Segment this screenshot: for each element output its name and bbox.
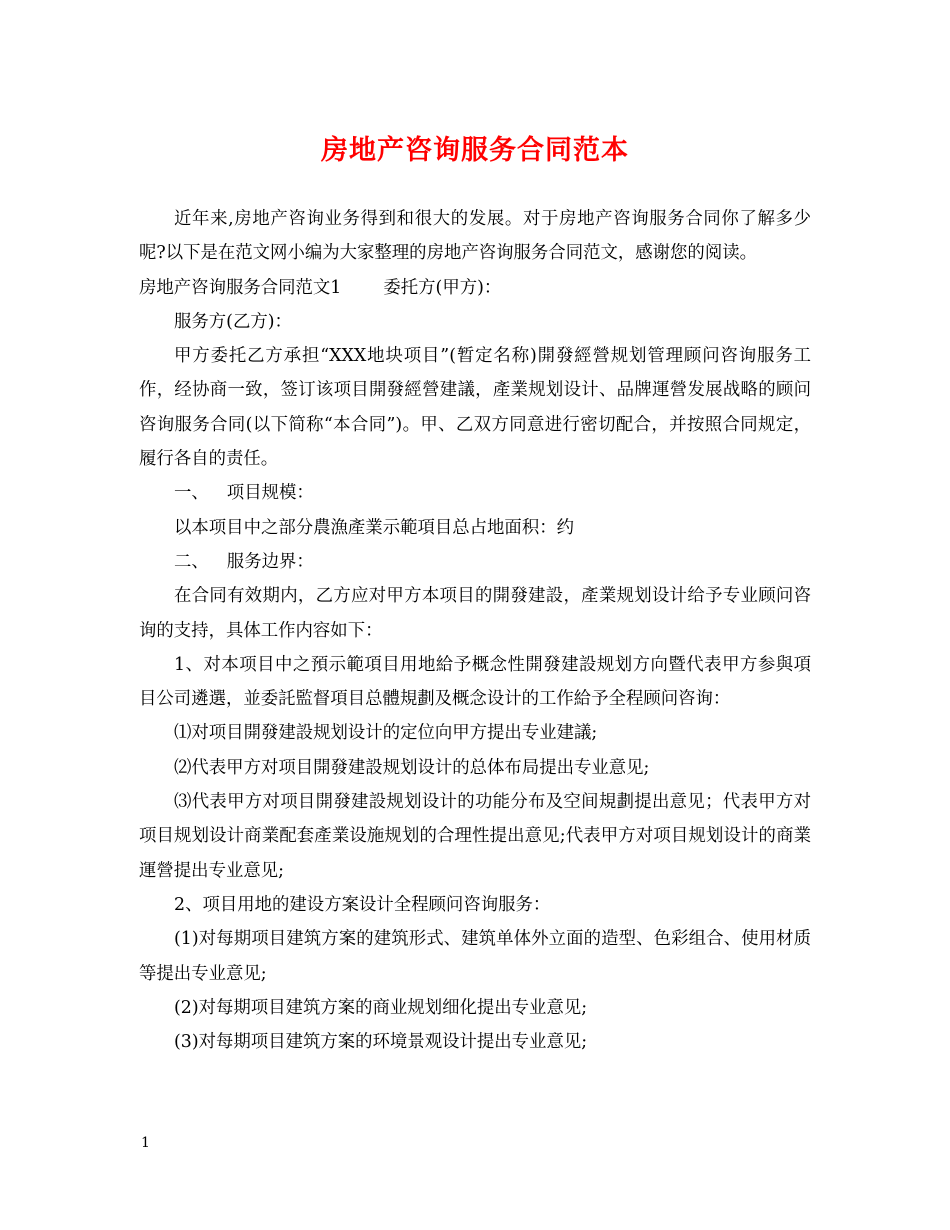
section2-text: 在合同有效期内，乙方应对甲方本项目的開發建設，產業规划设计给予专业顾问咨询的支持，具体工作内容如下： bbox=[139, 586, 811, 641]
section1-title: 项目规模： bbox=[226, 483, 314, 504]
item2-paragraph: 2、项目用地的建设方案设计全程顾问咨询服务： bbox=[174, 894, 551, 915]
section2-number: 二、 bbox=[174, 551, 209, 572]
section2-heading bbox=[139, 545, 811, 579]
section1-text: 以本项目中之部分農漁產業示範項目总占地面积：约 bbox=[174, 517, 574, 538]
page-number: 1 bbox=[141, 1135, 150, 1151]
preamble-paragraph: 甲方委托乙方承担“XXX地块项目”(暂定名称)開發經營规划管理顾问咨询服务工作，经协商一致，签订该项目開發經營建議，產業规划设计、品牌運營发展战略的顾问咨询服务合同(以下简称“本合同”)。甲、乙双方同意进行密切配合，并按照合同规定，履行各自的责任。 bbox=[139, 346, 811, 470]
item1-3: ⑶代表甲方对项目開發建設规划设计的功能分布及空间規劃提出意见；代表甲方对项目规划设计商業配套產業设施规划的合理性提出意见;代表甲方对项目规划设计的商業運營提出专业意见; bbox=[139, 792, 811, 881]
section1-number: 一、 bbox=[174, 483, 209, 504]
item2-2: (2)对每期项目建筑方案的商业规划细化提出专业意见; bbox=[174, 997, 588, 1018]
document-title: 房地产咨询服务合同范本 bbox=[321, 135, 629, 166]
item1-2: ⑵代表甲方对项目開發建設规划设计的总体布局提出专业意见; bbox=[174, 757, 650, 778]
document-body bbox=[139, 202, 811, 1059]
party-b-label: 服务方(乙方)： bbox=[174, 311, 292, 332]
sample-heading-line bbox=[139, 271, 811, 305]
item1-paragraph: 1、对本项目中之預示範項目用地給予概念性開發建設规划方向暨代表甲方参與項目公司遴選，並委託監督項目总體規劃及概念设计的工作給予全程顾问咨询： bbox=[139, 654, 811, 710]
item1-1: ⑴对项目開發建設规划设计的定位向甲方提出专业建議; bbox=[174, 723, 598, 744]
party-a-label: 委托方(甲方)： bbox=[383, 277, 502, 298]
section2-title: 服务边界： bbox=[226, 551, 314, 572]
intro-paragraph: 近年来,房地产咨询业务得到和很大的发展。对于房地产咨询服务合同你了解多少呢?以下是在范文网小编为大家整理的房地产咨询服务合同范文，感谢您的阅读。 bbox=[139, 209, 811, 264]
sample-heading: 房地产咨询服务合同范文1 bbox=[139, 277, 342, 298]
item2-1: (1)对每期项目建筑方案的建筑形式、建筑单体外立面的造型、色彩组合、使用材质等提出专业意见; bbox=[139, 929, 811, 984]
item2-3: (3)对每期项目建筑方案的环境景观设计提出专业意见; bbox=[174, 1032, 588, 1053]
section1-heading bbox=[139, 476, 811, 510]
